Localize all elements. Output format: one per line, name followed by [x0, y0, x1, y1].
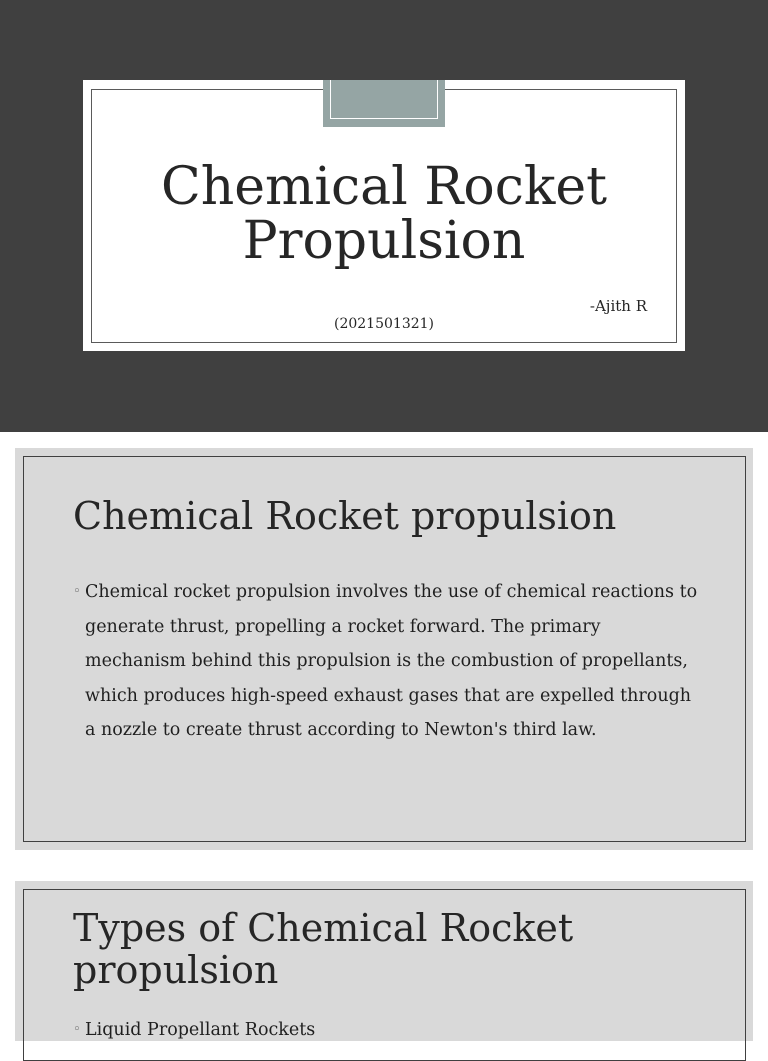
title-slide [0, 0, 768, 432]
content-slide-types [15, 881, 753, 1041]
bullet-icon: ◦ [73, 584, 81, 599]
roll-number: (2021501321) [334, 316, 434, 332]
bullet-list [73, 1013, 703, 1048]
title-tab-decoration [323, 80, 445, 127]
content-slide-intro [15, 448, 753, 850]
bullet-list [73, 575, 703, 748]
bullet-text: Liquid Propellant Rockets [85, 1020, 316, 1040]
bullet-icon: ◦ [73, 1022, 81, 1037]
bullet-text: Chemical rocket propulsion involves the use of chemical reactions to generate thrust, propelling a rocket forward. The primary mechanism behind this propulsion is the combustion of propellants, which produces high-speed exhaust gases that are expelled through a nozzle to create thrust according to Newton's third law. [85, 582, 698, 741]
slide-heading: Chemical Rocket propulsion [73, 494, 617, 538]
title-tab-inner-frame [330, 80, 438, 119]
slide-heading: Types of Chemical Rocket propulsion [73, 906, 574, 992]
list-item [73, 1013, 703, 1048]
presentation-title: Chemical Rocket Propulsion [160, 157, 608, 271]
list-item [73, 575, 703, 748]
author-name: -Ajith R [589, 297, 647, 315]
